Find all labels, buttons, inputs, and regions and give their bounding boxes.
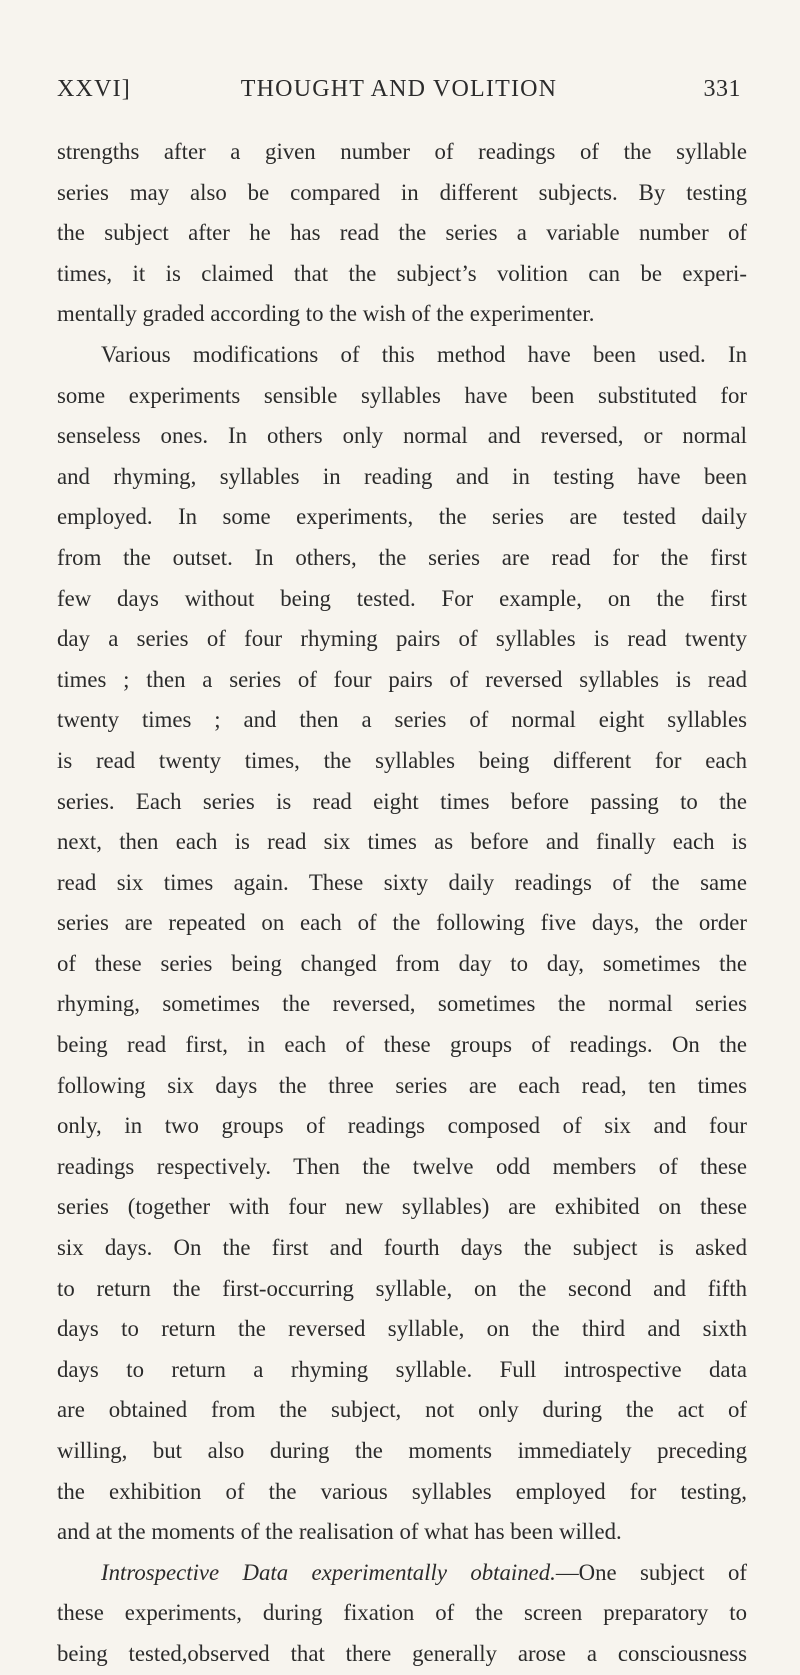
text-line: times ; then a series of four pairs of reversed syllables is read <box>57 666 747 692</box>
text-line: following six days the three series are each read, ten times <box>57 1072 747 1098</box>
text-line: senseless ones. In others only normal and reversed, or normal <box>57 423 747 449</box>
paragraph-end-line: and at the moments of the realisation of what has been willed. <box>57 1519 622 1545</box>
text-line: being tested,observed that there generally arose a consciousness <box>57 1640 747 1666</box>
text-line: times, it is claimed that the subject’s volition can be experi- <box>57 260 747 286</box>
text-line: strengths after a given number of readings of the syllable <box>57 139 747 164</box>
chapter-number: XXVI] <box>57 76 131 102</box>
section-start-line <box>57 1553 747 1594</box>
page-number: 331 <box>703 76 741 102</box>
text-line: series are repeated on each of the following five days, the order <box>57 910 747 936</box>
text-line: series may also be compared in different subjects. By testing <box>57 179 747 205</box>
body-text <box>57 132 747 1675</box>
text-line: are obtained from the subject, not only during the act of <box>57 1397 747 1423</box>
text-line: being read first, in each of these groups of readings. On the <box>57 1032 747 1058</box>
text-line: twenty times ; and then a series of normal eight syllables <box>57 707 747 733</box>
text-line: the exhibition of the various syllables employed for testing, <box>57 1478 747 1504</box>
text-line: employed. In some experiments, the series are tested daily <box>57 504 747 530</box>
running-head <box>57 76 741 112</box>
text-line: these experiments, during fixation of the screen preparatory to <box>57 1600 747 1626</box>
text-line: next, then each is read six times as before and finally each is <box>57 829 747 855</box>
text-line: of these series being changed from day to day, sometimes the <box>57 950 747 976</box>
text-line: willing, but also during the moments immediately preceding <box>57 1438 747 1463</box>
text-line: day a series of four rhyming pairs of syllables is read twenty <box>57 626 747 652</box>
text-line: six days. On the first and fourth days the subject is asked <box>57 1235 747 1261</box>
text-line: series (together with four new syllables) are exhibited on these <box>57 1194 747 1220</box>
section-first-line-rest: —One subject of <box>555 1559 747 1585</box>
text-line: few days without being tested. For example, on the first <box>57 585 747 611</box>
text-line: some experiments sensible syllables have been substituted for <box>57 382 747 408</box>
text-line: read six times again. These sixty daily readings of the same <box>57 869 747 895</box>
paragraph-end-line: mentally graded according to the wish of the experimenter. <box>57 301 595 327</box>
text-line: to return the first-occurring syllable, on the second and fifth <box>57 1275 747 1301</box>
text-line: from the outset. In others, the series are read for the first <box>57 544 747 570</box>
text-line: rhyming, sometimes the reversed, sometimes the normal series <box>57 991 747 1017</box>
running-title: THOUGHT AND VOLITION <box>240 76 558 102</box>
text-line: and rhyming, syllables in reading and in testing have been <box>57 463 747 489</box>
section-heading: Introspective Data experimentally obtained. <box>101 1559 556 1585</box>
text-line: the subject after he has read the series a variable number of <box>57 220 747 246</box>
text-line: days to return a rhyming syllable. Full introspective data <box>57 1356 747 1382</box>
text-line: series. Each series is read eight times before passing to the <box>57 788 747 814</box>
text-line: days to return the reversed syllable, on the third and sixth <box>57 1316 747 1342</box>
text-line: readings respectively. Then the twelve odd members of these <box>57 1153 747 1179</box>
text-line: only, in two groups of readings composed of six and four <box>57 1113 747 1139</box>
paragraph-start-line: Various modifications of this method have been used. In <box>101 341 747 367</box>
text-line: is read twenty times, the syllables being different for each <box>57 747 747 773</box>
